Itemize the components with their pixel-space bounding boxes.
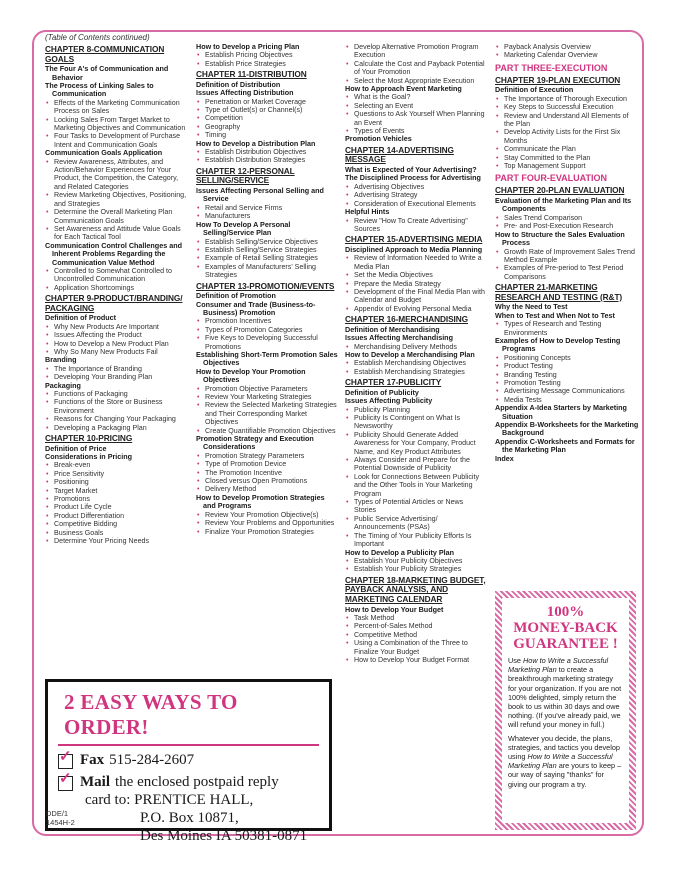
bullet-item: • Positioning Concepts <box>495 354 640 362</box>
bullet-item: • Publicity Should Generate Added Awareness for Your Company, Product Name, and Key Product Attributes <box>345 431 487 456</box>
bullet-item: • Effects of the Marketing Communication Process on Sales <box>45 99 187 116</box>
order-divider <box>58 744 319 746</box>
bullet-item: • Payback Analysis Overview <box>495 43 640 51</box>
chapter-heading: CHAPTER 10-PRICING <box>45 433 133 444</box>
section-heading: Appendix B-Worksheets for the Marketing Background <box>495 420 639 438</box>
bullet-item: • Set Awareness and Attitude Value Goals for Each Tactical Tool <box>45 225 187 242</box>
bullet-item: • What is the Goal? <box>345 93 487 101</box>
bullet-item: • Stay Committed to the Plan <box>495 154 640 162</box>
address-line-2: P.O. Box 10871, <box>140 810 239 826</box>
bullet-item: • Establish Selling/Service Strategies <box>196 246 338 254</box>
address-line-1: card to: PRENTICE HALL, <box>85 792 254 808</box>
chapter-heading: CHAPTER 13-PROMOTION/EVENTS <box>196 280 335 291</box>
section-heading: The Disciplined Process for Advertising <box>345 173 481 183</box>
bullet-item: • Publicity Planning <box>345 406 487 414</box>
section-heading: How to Develop Promotion Strategies and Programs <box>196 492 325 511</box>
bullet-item: • Selecting an Event <box>345 102 487 110</box>
bullet-item: • How to Develop Your Budget Format <box>345 656 487 664</box>
section-heading: Definition of Execution <box>495 85 574 95</box>
bullet-item: • Establish Distribution Strategies <box>196 156 338 164</box>
bullet-item: • Prepare the Media Strategy <box>345 280 487 288</box>
mail-label: Mail <box>80 774 110 790</box>
bullet-item: • Locking Sales From Target Market to Marketing Objectives and Communication <box>45 116 187 133</box>
section-heading: How to Structure the Sales Evaluation Process <box>495 229 625 248</box>
bullet-item: • Reasons for Changing Your Packaging <box>45 415 187 423</box>
bullet-item: • Advertising Objectives <box>345 183 487 191</box>
bullet-item: • Develop Alternative Promotion Program Execution <box>345 43 487 60</box>
bullet-item: • Closed versus Open Promotions <box>196 477 338 485</box>
toc-column-1 <box>45 43 187 546</box>
bullet-item: • Merchandising Delivery Methods <box>345 343 487 351</box>
section-heading: Issues Affecting Personal Selling and Service <box>196 186 324 204</box>
section-heading: Why the Need to Test <box>495 302 568 312</box>
bullet-item: • Select the Most Appropriate Execution <box>345 77 487 85</box>
bullet-item: • Establish Distribution Objectives <box>196 148 338 156</box>
section-heading: The Four A's of Communication and Behavior <box>45 64 169 82</box>
bullet-item: • Advertising Strategy <box>345 191 487 199</box>
bullet-item: • Price Sensitivity <box>45 470 187 478</box>
bullet-item: • Functions of the Store or Business Environment <box>45 398 187 415</box>
bullet-item: • Media Tests <box>495 396 640 404</box>
bullet-item: • Types of Potential Articles or News Stories <box>345 498 487 515</box>
bullet-item: • Break-even <box>45 461 187 469</box>
bullet-item: • Review and Understand All Elements of the Plan <box>495 112 640 129</box>
bullet-item: • Promotions <box>45 495 187 503</box>
bullet-item: • Development of the Final Media Plan with Calendar and Budget <box>345 288 487 305</box>
text-run: Use <box>508 656 524 665</box>
bullet-item: • Using a Combination of the Three to Finalize Your Budget <box>345 639 487 656</box>
section-heading: Helpful Hints <box>345 207 390 217</box>
section-heading: Communication Control Challenges and Inherent Problems Regarding the Communication Value Method <box>45 240 182 267</box>
checkbox-checked-icon <box>58 754 73 769</box>
bullet-item: • Five Keys to Developing Successful Promotions <box>196 334 338 351</box>
bullet-item: • Type of Promotion Device <box>196 460 338 468</box>
bullet-item: • Communicate the Plan <box>495 145 640 153</box>
bullet-item: • Types of Research and Testing Environments <box>495 320 640 337</box>
bullet-item: • Four Tasks to Development of Purchase Intent and Communication Goals <box>45 132 187 149</box>
section-heading: Index <box>495 453 514 463</box>
chapter-heading: CHAPTER 19-PLAN EXECUTION <box>495 74 621 85</box>
mail-address <box>58 791 319 845</box>
section-heading: Appendix A-Idea Starters by Marketing Situation <box>495 403 627 421</box>
chapter-heading: CHAPTER 17-PUBLICITY <box>345 377 442 388</box>
section-heading: Definition of Distribution <box>196 79 281 89</box>
bullet-item: • Functions of Packaging <box>45 390 187 398</box>
bullet-item: • Publicity Is Contingent on What Is Newsworthy <box>345 414 487 431</box>
section-heading: Evaluation of the Marketing Plan and Its Components <box>495 196 632 214</box>
bullet-item: • Percent-of-Sales Method <box>345 622 487 630</box>
bullet-item: • Product Life Cycle <box>45 503 187 511</box>
bullet-item: • Types of Promotion Categories <box>196 326 338 334</box>
guarantee-title-3: GUARANTEE ! <box>513 636 618 652</box>
bullet-item: • Why So Many New Products Fail <box>45 348 187 356</box>
bullet-item: • Review "How To Create Advertising" Sources <box>345 217 487 234</box>
guarantee-title-1: 100% <box>546 604 585 620</box>
order-title: 2 EASY WAYS TO ORDER! <box>64 690 238 739</box>
bullet-item: • Delivery Method <box>196 485 338 493</box>
section-heading: How to Approach Event Marketing <box>345 84 462 94</box>
part-heading: PART THREE-EXECUTION <box>495 62 608 73</box>
section-heading: Definition of Price <box>45 443 107 453</box>
bullet-item: • Business Goals <box>45 529 187 537</box>
section-heading: How to Develop a Merchandising Plan <box>345 349 475 359</box>
bullet-item: • Finalize Your Promotion Strategies <box>196 528 338 536</box>
bullet-item: • Penetration or Market Coverage <box>196 98 338 106</box>
fax-number: 515-284-2607 <box>109 752 195 768</box>
section-heading: Considerations in Pricing <box>45 452 133 462</box>
bullet-item: • Appendix of Evolving Personal Media <box>345 305 487 313</box>
bullet-item: • Advertising Message Communications <box>495 387 640 395</box>
bullet-item: • Review Marketing Objectives, Positioning, and Strategies <box>45 191 187 208</box>
bullet-item: • Growth Rate of Improvement Sales Trend Method Example <box>495 248 640 265</box>
bullet-item: • Competition <box>196 114 338 122</box>
order-box <box>45 679 332 844</box>
bullet-item: • Developing a Packaging Plan <box>45 424 187 432</box>
guarantee-paragraph-1 <box>508 656 623 730</box>
text-run: Whatever you decide, the plans, strategies, and tactics you develop using <box>508 733 620 762</box>
bullet-item: • Positioning <box>45 478 187 486</box>
bullet-item: • Determine Your Pricing Needs <box>45 537 187 545</box>
bullet-item: • Establish Selling/Service Objectives <box>196 238 338 246</box>
toc-continued-note: (Table of Contents continued) <box>45 33 150 42</box>
bullet-item: • Key Steps to Successful Execution <box>495 103 640 111</box>
section-heading: Definition of Product <box>45 313 117 323</box>
bullet-item: • Create Quantifiable Promotion Objectives <box>196 427 338 435</box>
bullet-item: • Public Service Advertising/ Announcements (PSAs) <box>345 515 487 532</box>
bullet-item: • Branding Testing <box>495 371 640 379</box>
bullet-item: • Issues Affecting the Product <box>45 331 187 339</box>
book-title: How to Write a Successful Marketing Plan <box>508 752 613 771</box>
bullet-item: • Pre- and Post-Execution Research <box>495 222 640 230</box>
bullet-item: • Manufacturers <box>196 212 338 220</box>
bullet-item: • Types of Events <box>345 127 487 135</box>
section-heading: Issues Affecting Distribution <box>196 88 294 98</box>
text-run: are yours to keep – our way of saying "thanks" for giving our program a try. <box>508 761 622 789</box>
bullet-item: • Promotion Testing <box>495 379 640 387</box>
bullet-item: • Establish Merchandising Strategies <box>345 368 487 376</box>
bullet-item: • Geography <box>196 123 338 131</box>
mail-text: the enclosed postpaid reply <box>115 774 279 790</box>
section-heading: Packaging <box>45 380 81 390</box>
bullet-item: • Establish Your Publicity Strategies <box>345 565 487 573</box>
section-heading: How to Develop a Publicity Plan <box>345 547 455 557</box>
toc-column-4 <box>495 43 640 463</box>
bullet-item: • Promotion Incentives <box>196 317 338 325</box>
bullet-item: • Establish Merchandising Objectives <box>345 359 487 367</box>
section-heading: When to Test and When Not to Test <box>495 310 615 320</box>
chapter-heading: CHAPTER 14-ADVERTISING MESSAGE <box>345 144 454 165</box>
bullet-item: • The Timing of Your Publicity Efforts Is Important <box>345 532 487 549</box>
toc-column-2 <box>196 43 338 536</box>
bullet-item: • Promotion Objective Parameters <box>196 385 338 393</box>
bullet-item: • The Promotion Incentive <box>196 469 338 477</box>
chapter-heading: CHAPTER 15-ADVERTISING MEDIA <box>345 234 483 245</box>
fax-line <box>58 752 319 769</box>
chapter-heading: CHAPTER 8-COMMUNICATION GOALS <box>45 44 165 64</box>
chapter-heading: CHAPTER 18-MARKETING BUDGET, PAYBACK ANALYSIS, AND MARKETING CALENDAR <box>345 574 486 604</box>
bullet-item: • Consideration of Executional Elements <box>345 200 487 208</box>
bullet-item: • Review Your Marketing Strategies <box>196 393 338 401</box>
chapter-heading: CHAPTER 20-PLAN EVALUATION <box>495 185 625 196</box>
bullet-item: • Questions to Ask Yourself When Planning an Event <box>345 110 487 127</box>
section-heading: How to Develop a Distribution Plan <box>196 138 316 148</box>
bullet-item: • Why New Products Are Important <box>45 323 187 331</box>
bullet-item: • Develop Activity Lists for the First Six Months <box>495 128 640 145</box>
bullet-item: • How to Develop a New Product Plan <box>45 340 187 348</box>
bullet-item: • Developing Your Branding Plan <box>45 373 187 381</box>
toc-column-3 <box>345 43 487 664</box>
part-heading: PART FOUR-EVALUATION <box>495 173 607 184</box>
bullet-item: • Promotion Strategy Parameters <box>196 452 338 460</box>
section-heading: Branding <box>45 355 77 365</box>
guarantee-box <box>495 591 636 830</box>
bullet-item: • The Importance of Branding <box>45 365 187 373</box>
bullet-item: • Controlled to Somewhat Controlled to Uncontrolled Communication <box>45 267 187 284</box>
section-heading: How to Develop a Pricing Plan <box>196 42 300 51</box>
bullet-item: • Marketing Calendar Overview <box>495 51 640 59</box>
bullet-item: • Establish Pricing Objectives <box>196 51 338 59</box>
bullet-item: • Look for Connections Between Publicity and the Other Tools in Your Marketing Program <box>345 473 487 498</box>
form-code-line: DDE/1 <box>46 809 69 818</box>
bullet-item: • Application Shortcomings <box>45 284 187 292</box>
address-line-3: Des Moines IA 50381-0871 <box>140 828 308 844</box>
section-heading: Promotion Vehicles <box>345 134 412 144</box>
bullet-item: • Establish Your Publicity Objectives <box>345 557 487 565</box>
bullet-item: • Review Awareness, Attributes, and Action/Behavior Experiences for Your Product, the Competition, the Category, and Related Categories <box>45 158 187 192</box>
section-heading: Consumer and Trade (Business-to-Business) Promotion <box>196 299 316 317</box>
section-heading: Communication Goals Application <box>45 148 163 158</box>
bullet-item: • Top Management Support <box>495 162 640 170</box>
chapter-heading: CHAPTER 16-MERCHANDISING <box>345 314 468 325</box>
chapter-heading: CHAPTER 11-DISTRIBUTION <box>196 69 307 80</box>
bullet-item: • Establish Price Strategies <box>196 60 338 68</box>
bullet-item: • Examples of Pre-period to Test Period Comparisons <box>495 264 640 281</box>
form-code <box>46 809 75 827</box>
bullet-item: • Review Your Problems and Opportunities <box>196 519 338 527</box>
bullet-item: • Product Testing <box>495 362 640 370</box>
section-heading: What is Expected of Your Advertising? <box>345 165 477 175</box>
form-code-line: 1454H-2 <box>46 818 75 827</box>
section-heading: Disciplined Approach to Media Planning <box>345 244 483 254</box>
bullet-item: • Product Differentiation <box>45 512 187 520</box>
section-heading: How To Develop A Personal Selling/Service Plan <box>196 219 291 238</box>
section-heading: Definition of Merchandising <box>345 324 440 334</box>
section-heading: Examples of How to Develop Testing Programs <box>495 335 621 354</box>
section-heading: Issues Affecting Merchandising <box>345 333 453 343</box>
bullet-item: • Review Your Promotion Objective(s) <box>196 511 338 519</box>
bullet-item: • Task Method <box>345 614 487 622</box>
section-heading: Definition of Publicity <box>345 387 419 397</box>
section-heading: Appendix C-Worksheets and Formats for the Marketing Plan <box>495 436 635 455</box>
bullet-item: • Target Market <box>45 487 187 495</box>
bullet-item: • Determine the Overall Marketing Plan Communication Goals <box>45 208 187 225</box>
bullet-item: • Review the Selected Marketing Strategies and Their Corresponding Market Objectives <box>196 401 338 426</box>
mail-line <box>58 774 319 791</box>
bullet-item: • Examples of Manufacturers' Selling Strategies <box>196 263 338 280</box>
section-heading: How to Develop Your Budget <box>345 604 444 614</box>
checkbox-checked-icon <box>58 776 73 791</box>
text-run: to create a breakthrough marketing strategy for your organization. If you are not 100% delighted, simply return the book to us within 30 days and owe nothing. (If you've already paid, we will refund your money in full.) <box>508 665 622 730</box>
section-heading: Definition of Promotion <box>196 291 276 301</box>
guarantee-inner <box>502 598 629 823</box>
bullet-item: • Retail and Service Firms <box>196 204 338 212</box>
bullet-item: • Calculate the Cost and Payback Potential of Your Promotion <box>345 60 487 77</box>
chapter-heading: CHAPTER 12-PERSONAL SELLING/SERVICE <box>196 165 295 186</box>
bullet-item: • Competitive Method <box>345 631 487 639</box>
bullet-item: • The Importance of Thorough Execution <box>495 95 640 103</box>
fax-label: Fax <box>80 752 105 768</box>
bullet-item: • Review of Information Needed to Write a Media Plan <box>345 254 487 271</box>
guarantee-paragraph-2 <box>508 734 623 789</box>
bullet-item: • Competitive Bidding <box>45 520 187 528</box>
bullet-item: • Type of Outlet(s) or Channel(s) <box>196 106 338 114</box>
bullet-item: • Timing <box>196 131 338 139</box>
bullet-item: • Always Consider and Prepare for the Potential Downside of Publicity <box>345 456 487 473</box>
bullet-item: • Example of Retail Selling Strategies <box>196 254 338 262</box>
chapter-heading: CHAPTER 9-PRODUCT/BRANDING/ PACKAGING <box>45 293 183 313</box>
section-heading: Establishing Short-Term Promotion Sales Objectives <box>196 349 338 368</box>
section-heading: How to Develop Your Promotion Objectives <box>196 366 306 385</box>
bullet-item: • Set the Media Objectives <box>345 271 487 279</box>
guarantee-title-2: MONEY-BACK <box>513 620 618 636</box>
chapter-heading: CHAPTER 21-MARKETING RESEARCH AND TESTING (R&T) <box>495 282 623 302</box>
section-heading: Promotion Strategy and Execution Considerations <box>196 434 314 452</box>
bullet-item: • Sales Trend Comparison <box>495 214 640 222</box>
section-heading: Issues Affecting Publicity <box>345 396 433 406</box>
section-heading: The Process of Linking Sales to Communication <box>45 81 154 99</box>
book-title: How to Write a Successful Marketing Plan <box>508 656 609 675</box>
